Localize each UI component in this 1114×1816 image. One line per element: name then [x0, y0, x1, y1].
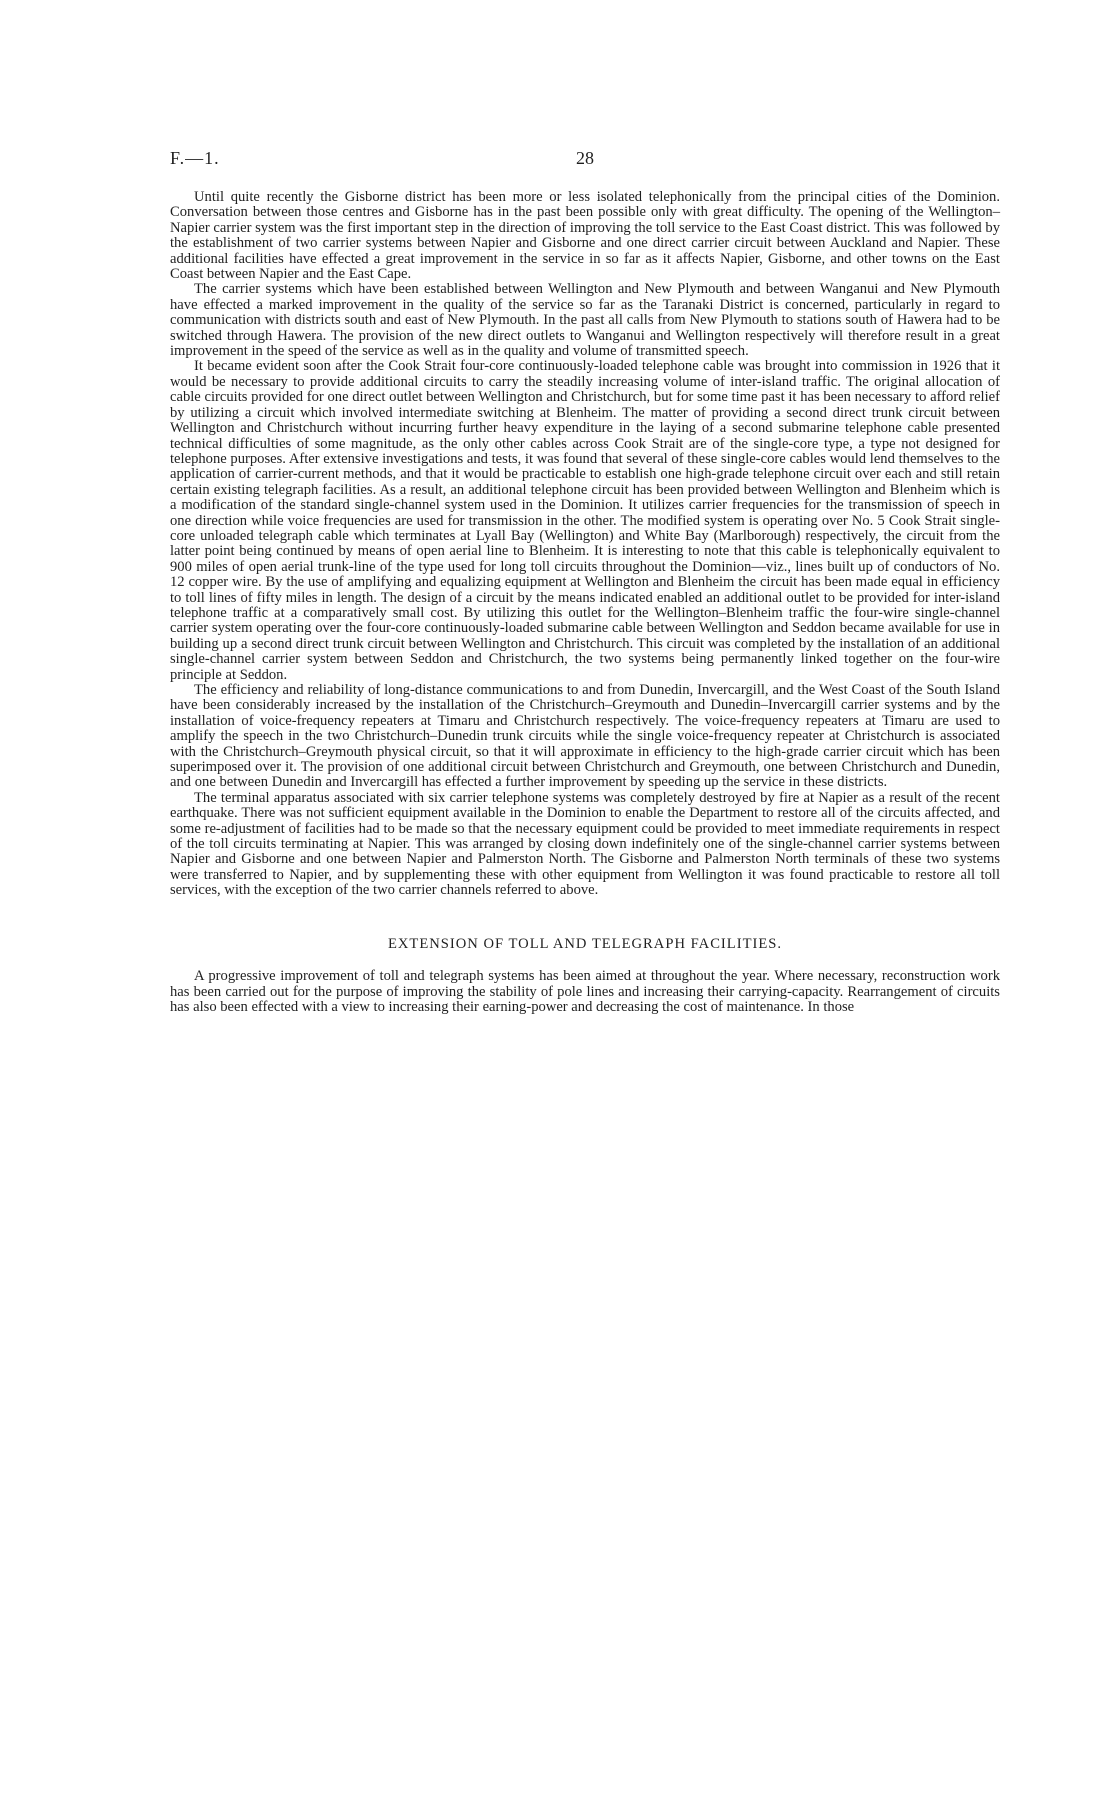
- paragraph-extension: A progressive improvement of toll and telegraph systems has been aimed at throughout the year. Where necessary, reconstruction work has been carried out for the purpose of improving the stability of pole lines and increasing their carrying-capacity. Rearrangement of circuits has also been effected with a view to increasing their earning-power and decreasing the cost of maintenance. In those: [170, 968, 1000, 1015]
- document-body: [170, 190, 1000, 1015]
- paragraph-napier-earthquake: The terminal apparatus associated with six carrier telephone systems was completely destroyed by fire at Napier as a result of the recent earthquake. There was not sufficient equipment available in the Dominion to enable the Department to restore all of the circuits affected, and some re-adjustment of facilities had to be made so that the necessary equipment could be provided to meet immediate requirements in respect of the toll circuits terminating at Napier. This was arranged by closing down indefinitely one of the single-channel carrier systems between Napier and Gisborne and one between Napier and Palmerston North. The Gisborne and Palmerston North terminals of these two systems were transferred to Napier, and by supplementing these with other equipment from Wellington it was found practicable to restore all toll services, with the exception of the two carrier channels referred to above.: [170, 789, 1000, 899]
- paragraph-south-island: The efficiency and reliability of long-distance communications to and from Dunedin, Invercargill, and the West Coast of the South Island have been considerably increased by the installation of the Christchurch–Greymouth and Dunedin–Invercargill carrier systems and by the installation of voice-frequency repeaters at Timaru and Christchurch respectively. The voice-frequency repeaters at Timaru are used to amplify the speech in the two Christchurch–Dunedin trunk circuits while the single voice-frequency repeater at Christchurch is associated with the Christchurch–Greymouth physical circuit, so that it will approximate in efficiency to the high-grade carrier circuit which has been superimposed over it. The provision of one additional circuit between Christchurch and Greymouth, one between Christchurch and Dunedin, and one between Dunedin and Invercargill has effected a further improvement by speeding up the service in these districts.: [170, 682, 1000, 791]
- paragraph-cook-strait: It became evident soon after the Cook Strait four-core continuously-loaded telephone cable was brought into commission in 1926 that it would be necessary to provide additional circuits to carry the steadily increasing volume of inter-island traffic. The original allocation of cable circuits provided for one direct outlet between Wellington and Christchurch, but for some time past it has been necessary to afford relief by utilizing a circuit which involved intermediate switching at Blenheim. The matter of providing a second direct trunk circuit between Wellington and Christchurch without incurring further heavy expenditure in the laying of a second submarine telephone cable presented technical difficulties of some magnitude, as the only other cables across Cook Strait are of the single-core type, a type not designed for telephone purposes. After extensive investigations and tests, it was found that several of these single-core cables would lend themselves to the application of carrier-current methods, and that it would be practicable to establish one high-grade telephone circuit over each and still retain certain existing telegraph facilities. As a result, an additional telephone circuit has been provided between Wellington and Blenheim which is a modification of the standard single-channel system used in the Dominion. It utilizes carrier frequencies for the transmission of speech in one direction while voice frequencies are used for transmission in the other. The modified system is operating over No. 5 Cook Strait single-core unloaded telegraph cable which terminates at Lyall Bay (Wellington) and White Bay (Marlborough) respectively, the circuit from the latter point being continued by means of open aerial line to Blenheim. It is interesting to note that this cable is telephonically equivalent to 900 miles of open aerial trunk-line of the type used for long toll circuits throughout the Dominion—viz., lines built up of conductors of No. 12 copper wire. By the use of amplifying and equalizing equipment at Wellington and Blenheim the circuit has been made equal in efficiency to toll lines of fifty miles in length. The design of a circuit by the means indicated enabled an additional outlet to be provided for inter-island telephone traffic at a comparatively small cost. By utilizing this outlet for the Wellington–Blenheim traffic the four-wire single-channel carrier system operating over the four-core continuously-loaded submarine cable between Wellington and Seddon became available for use in building up a second direct trunk circuit between Wellington and Christchurch. This circuit was completed by the installation of an additional single-channel carrier system between Seddon and Christchurch, the two systems being permanently linked together on the four-wire principle at Seddon.: [170, 358, 1000, 683]
- section-heading: EXTENSION OF TOLL AND TELEGRAPH FACILITIES.: [387, 935, 783, 952]
- paragraph-taranaki: The carrier systems which have been established between Wellington and New Plymouth and between Wanganui and New Plymouth have effected a marked improvement in the quality of the service so far as the Taranaki District is concerned, particularly in regard to communication with districts south and east of New Plymouth. In the past all calls from New Plymouth to stations south of Hawera had to be switched through Hawera. The provision of the new direct outlets to Wanganui and Wellington respectively will therefore result in a great improvement in the speed of the service as well as in the quality and volume of transmitted speech.: [170, 281, 1000, 360]
- page-number: 28: [576, 148, 594, 168]
- page-header: [170, 148, 1000, 172]
- paragraph-gisborne: Until quite recently the Gisborne district has been more or less isolated telephonically from the principal cities of the Dominion. Conversation between those centres and Gisborne has in the past been possible only with great difficulty. The opening of the Wellington–Napier carrier system was the first important step in the direction of improving the toll service to the East Coast district. This was followed by the establishment of two carrier systems between Napier and Gisborne and one direct carrier circuit between Auckland and Napier. These additional facilities have effected a great improvement in the service in so far as it affects Napier, Gisborne, and other towns on the East Coast between Napier and the East Cape.: [170, 189, 1000, 283]
- document-reference: F.—1.: [170, 148, 220, 168]
